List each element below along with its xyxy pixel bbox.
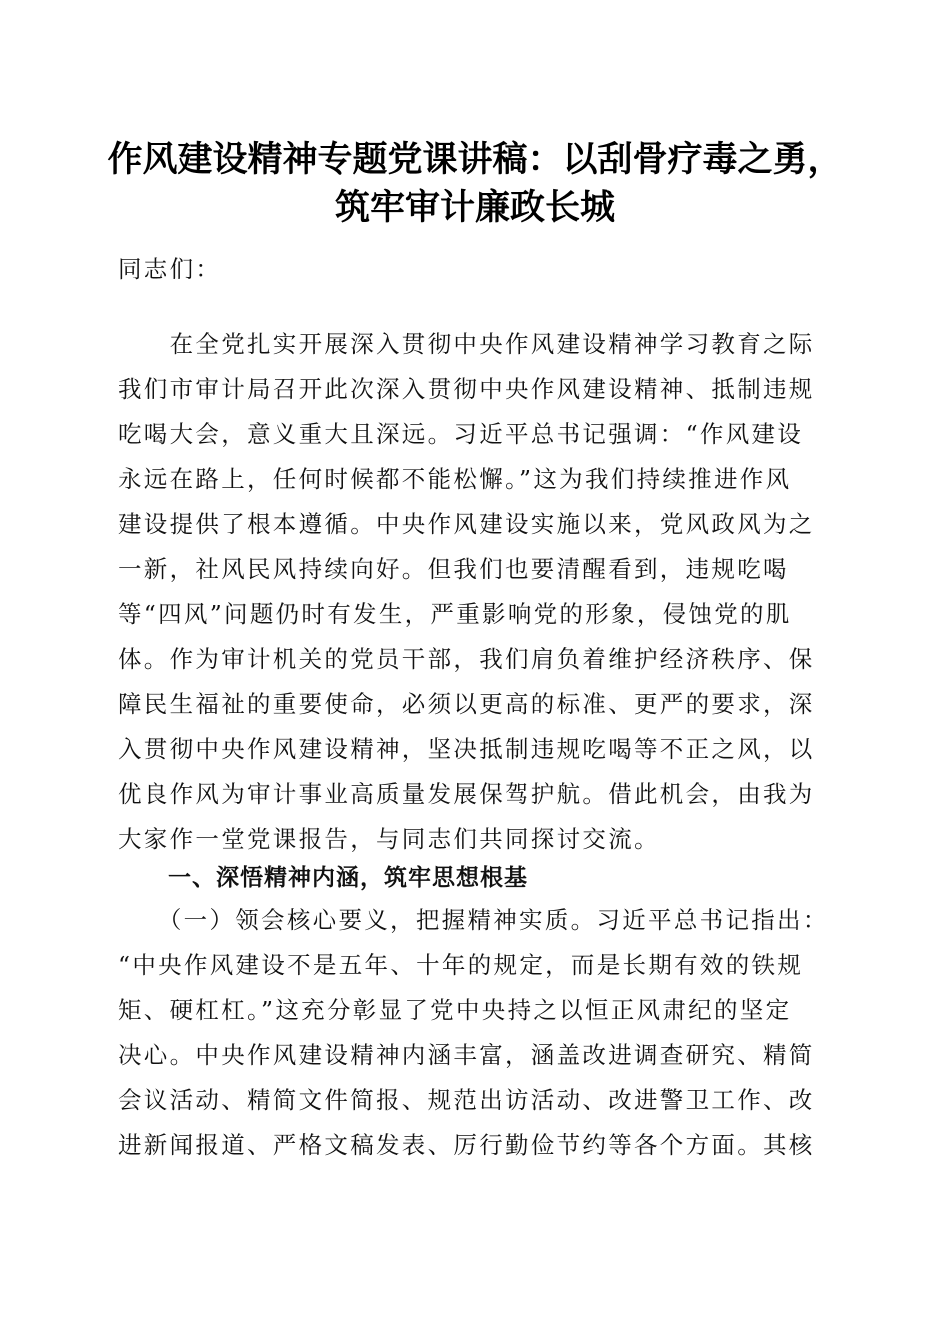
paragraph-line: 障民生福祉的重要使命，必须以更高的标准、更严的要求，深 xyxy=(118,690,815,718)
paragraph-line: 吃喝大会，意义重大且深远。习近平总书记强调：“作风建设 xyxy=(118,420,804,448)
document-title-line-2: 筑牢审计廉政长城 xyxy=(334,187,615,228)
paragraph-line: 大家作一堂党课报告，与同志们共同探讨交流。 xyxy=(118,825,660,853)
paragraph-line: （一）领会核心要义，把握精神实质。习近平总书记指出： xyxy=(118,906,829,934)
paragraph-line: 建设提供了根本遵循。中央作风建设实施以来，党风政风为之 xyxy=(118,510,815,538)
paragraph-line: 进新闻报道、严格文稿发表、厉行勤俭节约等各个方面。其核 xyxy=(118,1131,815,1159)
section-heading-1: 一、深悟精神内涵，筑牢思想根基 xyxy=(168,865,528,891)
paragraph-line: 一新，社风民风持续向好。但我们也要清醒看到，违规吃喝 xyxy=(118,555,789,583)
paragraph-line: 永远在路上，任何时候都不能松懈。”这为我们持续推进作风 xyxy=(118,465,792,493)
document-title-line-1: 作风建设精神专题党课讲稿：以刮骨疗毒之勇， xyxy=(107,139,843,180)
paragraph-section-1-1 xyxy=(118,898,830,1168)
greeting: 同志们： xyxy=(118,255,222,283)
paragraph-line: “中央作风建设不是五年、十年的规定，而是长期有效的铁规 xyxy=(118,951,804,979)
paragraph-line: 入贯彻中央作风建设精神，坚决抵制违规吃喝等不正之风，以 xyxy=(118,735,815,763)
paragraph-line: 优良作风为审计事业高质量发展保驾护航。借此机会，由我为 xyxy=(118,780,815,808)
paragraph-line: 决心。中央作风建设精神内涵丰富，涵盖改进调查研究、精简 xyxy=(118,1041,815,1069)
paragraph-intro xyxy=(118,322,830,862)
paragraph-line: 在全党扎实开展深入贯彻中央作风建设精神学习教育之际 xyxy=(118,330,815,358)
paragraph-line: 矩、硬杠杠。”这充分彰显了党中央持之以恒正风肃纪的坚定 xyxy=(118,996,792,1024)
paragraph-line: 会议活动、精简文件简报、规范出访活动、改进警卫工作、改 xyxy=(118,1086,815,1114)
paragraph-line: 体。作为审计机关的党员干部，我们肩负着维护经济秩序、保 xyxy=(118,645,815,673)
paragraph-line: 我们市审计局召开此次深入贯彻中央作风建设精神、抵制违规 xyxy=(118,375,815,403)
paragraph-line: 等“四风”问题仍时有发生，严重影响党的形象，侵蚀党的肌 xyxy=(118,600,792,628)
